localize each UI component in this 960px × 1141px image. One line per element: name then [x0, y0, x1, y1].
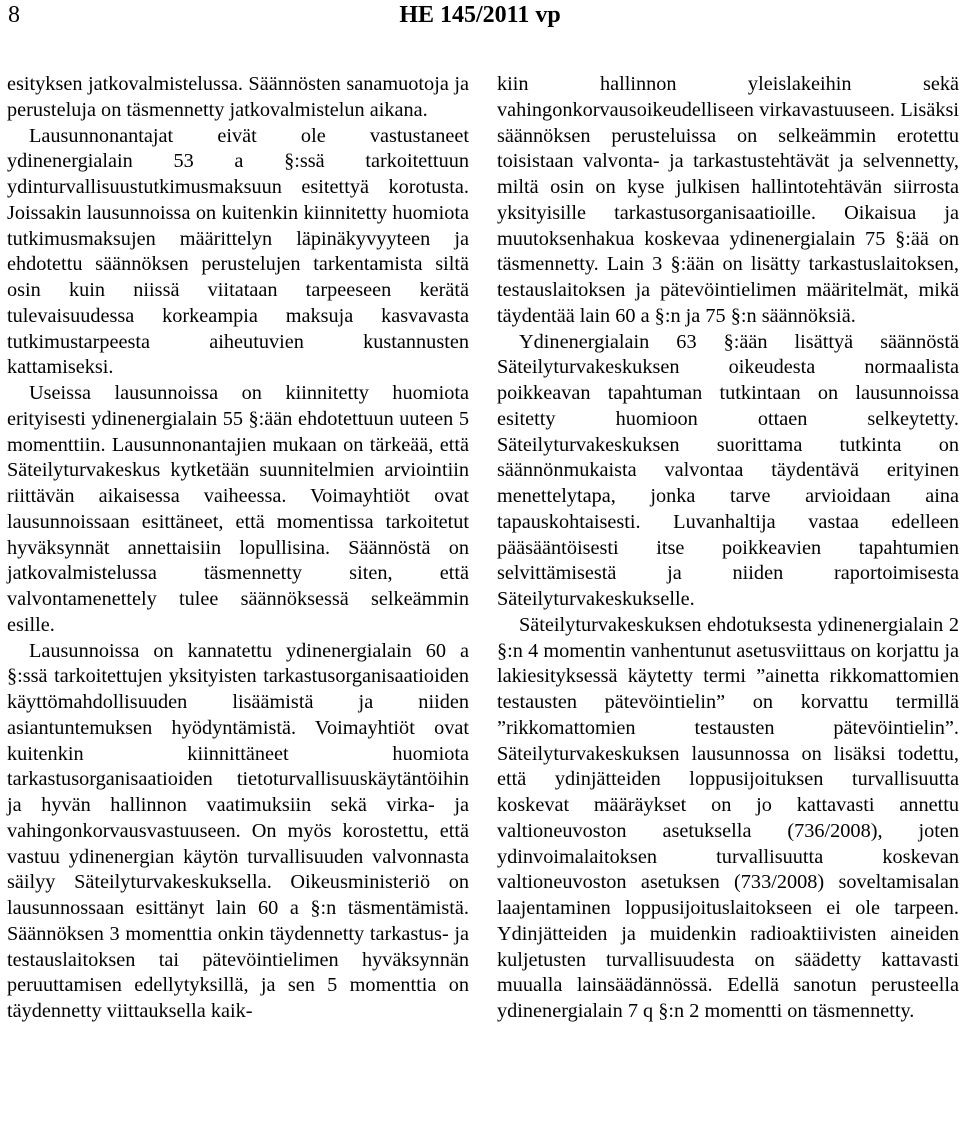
paragraph: esityksen jatkovalmistelussa. Säännösten sanamuotoja ja perusteluja on täsmennetty jatkovalmistelun aikana. [7, 73, 469, 121]
paragraph: Lausunnoissa on kannatettu ydinenergialain 60 a §:ssä tarkoitettujen yksityisten tarkastusorganisaatioiden käyttömahdollisuuden lisäämistä ja niiden asiantuntemuksen hyödyntämistä. Voimayhtiöt ovat kuitenkin kiinnittäneet huomiota tarkastusorganisaatioiden tietoturvallisuuskäytäntöihin ja hyvän hallinnon vaatimuksiin sekä virka- ja vahingonkorvausvastuuseen. On myös korostettu, että vastuu ydinenergian käytön turvallisuuden valvonnasta säilyy Säteilyturvakeskuksella. Oikeusministeriö on lausunnossaan esittänyt lain 60 a §:n täsmentämistä. Säännöksen 3 momenttia onkin täydennetty tarkastus- ja testauslaitoksen tai pätevöintielimen hyväksynnän peruuttamisen edellytyksillä, ja sen 5 momenttia on täydennetty viittauksella kaik- [7, 639, 469, 1022]
document-id: HE 145/2011 vp [399, 2, 561, 28]
paragraph: Säteilyturvakeskuksen ehdotuksesta ydinenergialain 2 §:n 4 momentin vanhentunut asetusviittaus on korjattu ja lakiesityksessä käytetty termi ”ainetta rikkomattomien testausten pätevöintielin” on korvattu termillä ”rikkomattomien testausten pätevöintielin”. Säteilyturvakeskuksen lausunnossa on lisäksi todettu, että ydinjätteiden loppusijoituksen turvallisuutta koskevat määräykset on jo kattavasti annettu valtioneuvoston asetuksella (736/2008), joten ydinvoimalaitoksen turvallisuutta koskevan valtioneuvoston asetuksen (733/2008) soveltamisalan laajentaminen loppusijoituslaitokseen ei ole tarpeen. Ydinjätteiden ja muidenkin radioaktiivisten aineiden kuljetusten turvallisuudesta on säädetty kattavasti muualla lainsäädännössä. Edellä sanotun perusteella ydinenergialain 7 q §:n 2 momentti on täsmennetty. [497, 613, 959, 1022]
paragraph: Useissa lausunnoissa on kiinnitetty huomiota erityisesti ydinenergialain 55 §:ään ehdotettuun uuteen 5 momenttiin. Lausunnonantajien mukaan on tärkeää, että Säteilyturvakeskus kytketään suunnitelmien arviointiin riittävän aikaisessa vaiheessa. Voimayhtiöt ovat lausunnoissaan esittäneet, että momentissa tarkoitetut hyväksynnät annettaisiin lopullisina. Säännöstä on jatkovalmistelussa täsmennetty siten, että valvontamenettely tulee säännöksessä selkeämmin esille. [7, 382, 469, 636]
left-column [7, 72, 469, 1025]
page-number: 8 [8, 2, 20, 28]
paragraph: Ydinenergialain 63 §:ään lisättyä säännöstä Säteilyturvakeskuksen oikeudesta normaalista poikkeavan tapahtuman tutkintaan on lausunnoissa esitetty huomioon ottaen selkeytetty. Säteilyturvakeskuksen suorittama tutkinta on säännönmukaista valvontaa täydentävä erityinen menettelytapa, jonka tarve arvioidaan aina tapauskohtaisesti. Luvanhaltija vastaa edelleen pääsääntöisesti itse poikkeavien tapahtumien selvittämisestä ja niiden raportoimisesta Säteilyturvakeskukselle. [497, 330, 959, 610]
right-column [497, 72, 959, 1025]
paragraph: kiin hallinnon yleislakeihin sekä vahingonkorvausoikeudelliseen virkavastuuseen. Lisäksi säännöksen perusteluissa on selkeämmin erotettu toisistaan valvonta- ja tarkastustehtävät ja selvennetty, miltä osin on kyse julkisen hallintotehtävän siirrosta yksityisille tarkastusorganisaatioille. Oikaisua ja muutoksenhakua koskevaa ydinenergialain 75 §:ää on täsmennetty. Lain 3 §:ään on lisätty tarkastuslaitoksen, testauslaitoksen ja pätevöintielimen määritelmät, mikä täydentää lain 60 a §:n ja 75 §:n säännöksiä. [497, 73, 959, 327]
paragraph: Lausunnonantajat eivät ole vastustaneet ydinenergialain 53 a §:ssä tarkoitettuun ydinturvallisuustutkimusmaksuun esitettyä korotusta. Joissakin lausunnoissa on kuitenkin kiinnitetty huomiota tutkimusmaksujen määrittelyn läpinäkyvyyteen ja ehdotettu säännöksen perustelujen tarkentamista siltä osin kuin niissä viitataan tarpeeseen kerätä tulevaisuudessa korkeampia maksuja kasvavasta tutkimustarpeesta aiheutuvien kustannusten kattamiseksi. [7, 124, 469, 379]
